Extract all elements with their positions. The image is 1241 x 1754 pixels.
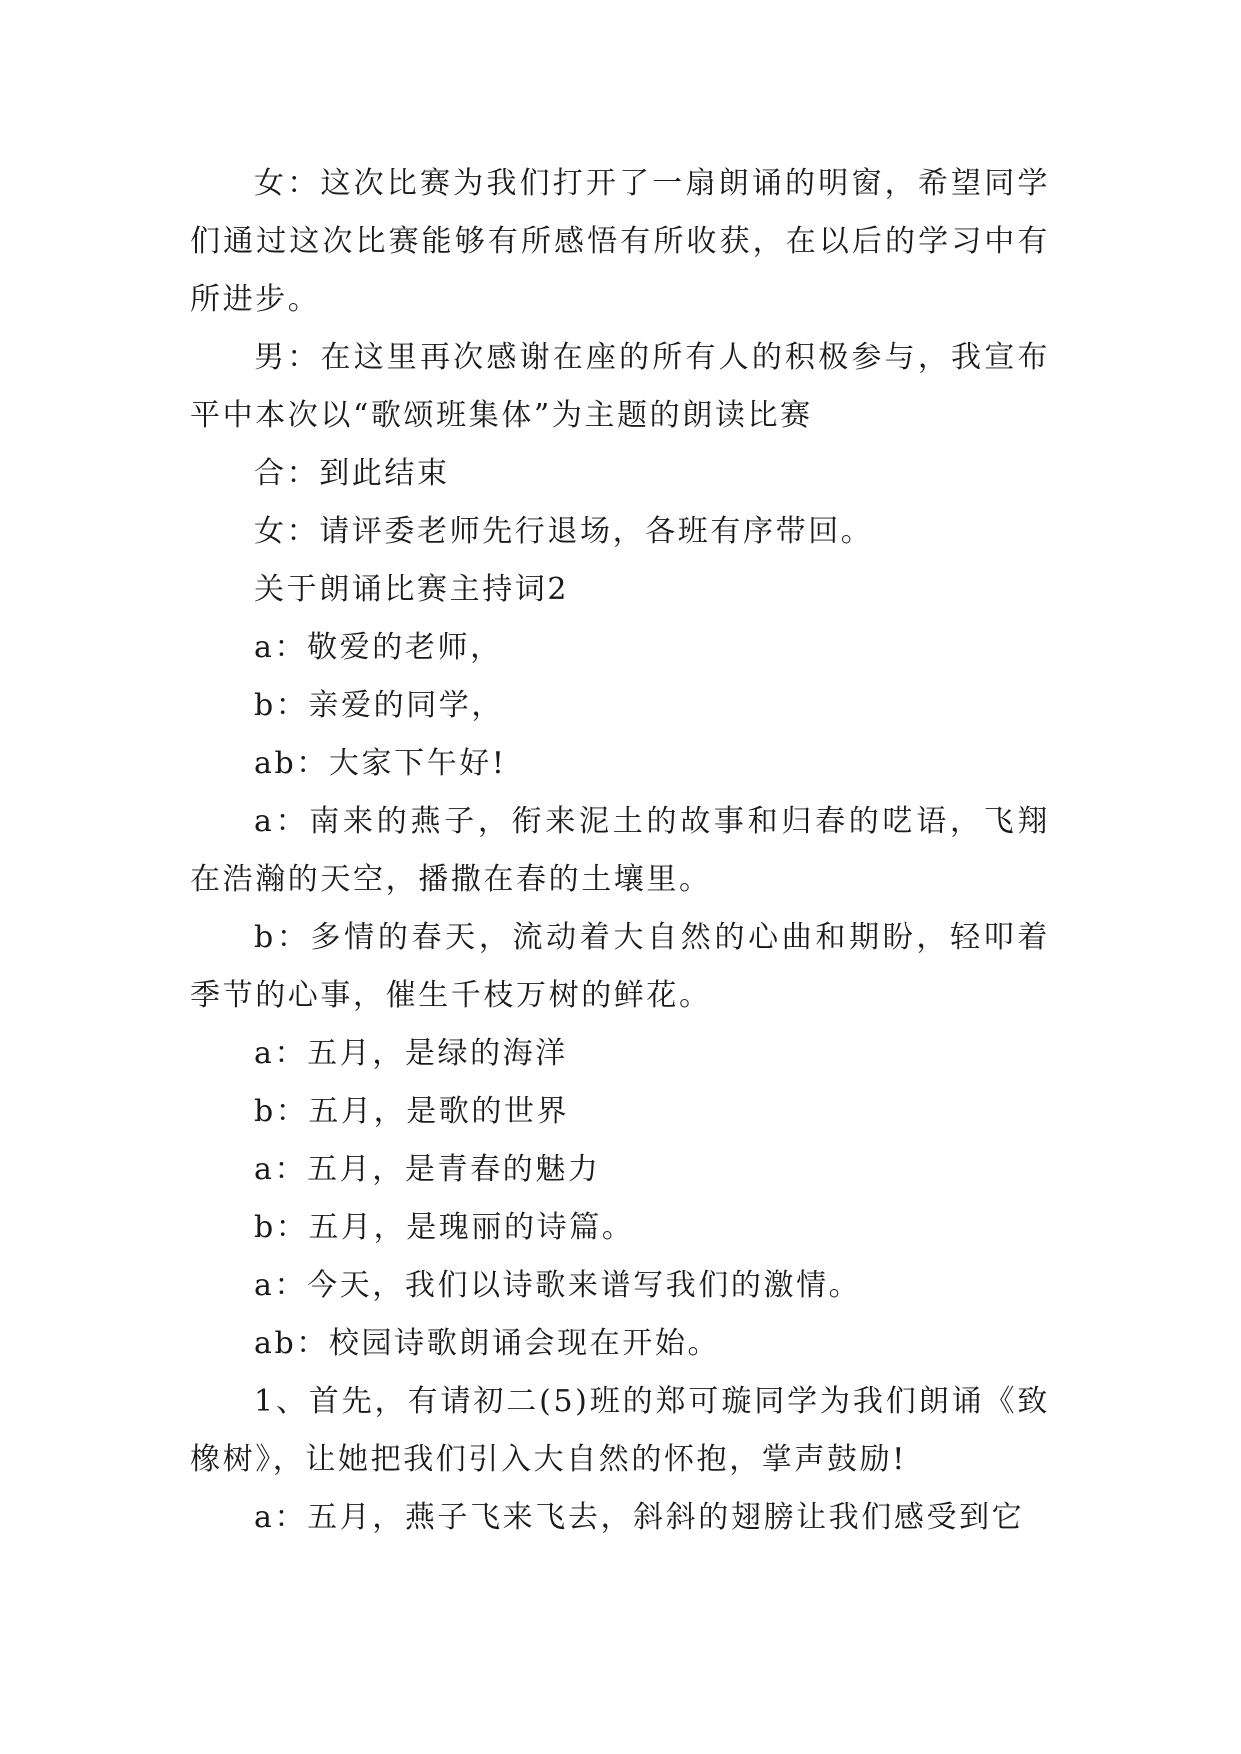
paragraph-closing-male: 男：在这里再次感谢在座的所有人的积极参与，我宣布平中本次以“歌颂班集体”为主题的朗读比赛	[190, 340, 1050, 433]
paragraph-today: a：今天，我们以诗歌来谱写我们的激情。	[254, 1268, 862, 1303]
paragraph-first-performer: 1、首先，有请初二(5)班的郑可璇同学为我们朗诵《致橡树》，让她把我们引入大自然的怀抱，掌声鼓励!	[190, 1384, 1050, 1477]
paragraph-spring: b：多情的春天，流动着大自然的心曲和期盼，轻叩着季节的心事，催生千枝万树的鲜花。	[190, 920, 1050, 1013]
paragraph-closing-dismiss: 女：请评委老师先行退场，各班有序带回。	[254, 514, 874, 549]
paragraph-opening: ab：校园诗歌朗诵会现在开始。	[254, 1326, 721, 1361]
paragraph-may-poem: b：五月，是瑰丽的诗篇。	[254, 1210, 635, 1245]
paragraph-may-swallows: a：五月，燕子飞来飞去，斜斜的翅膀让我们感受到它	[254, 1500, 1025, 1535]
document-body	[190, 155, 1050, 1547]
paragraph-may-youth: a：五月，是青春的魅力	[254, 1152, 601, 1187]
paragraph-closing-together: 合：到此结束	[254, 456, 450, 491]
paragraph-swallow: a：南来的燕子，衔来泥土的故事和归春的呓语，飞翔在浩瀚的天空，播撒在春的土壤里。	[190, 804, 1050, 897]
paragraph-may-song: b：五月，是歌的世界	[254, 1094, 570, 1129]
paragraph-greeting-b: b：亲爱的同学，	[254, 688, 505, 723]
paragraph-closing-female: 女：这次比赛为我们打开了一扇朗诵的明窗，希望同学们通过这次比赛能够有所感悟有所收获，在以后的学习中有所进步。	[190, 166, 1050, 317]
paragraph-greeting-ab: ab：大家下午好!	[254, 746, 507, 781]
paragraph-greeting-a: a：敬爱的老师，	[254, 630, 503, 665]
section-heading: 关于朗诵比赛主持词2	[254, 572, 570, 607]
paragraph-may-ocean: a：五月，是绿的海洋	[254, 1036, 568, 1071]
